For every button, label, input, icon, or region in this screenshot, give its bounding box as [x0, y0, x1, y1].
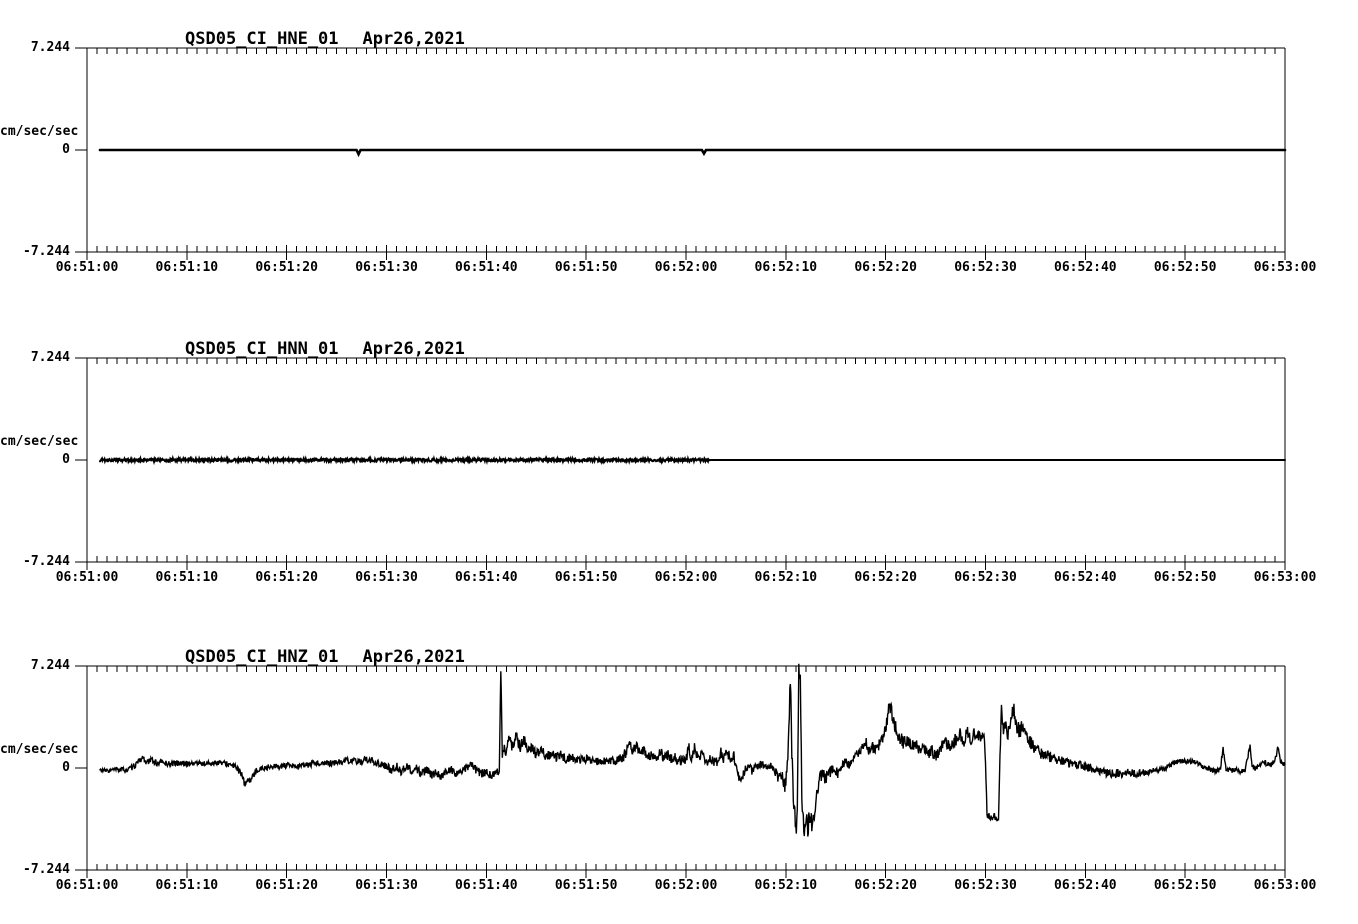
x-tick-label: 06:51:40	[455, 570, 518, 585]
x-tick-label: 06:52:30	[954, 878, 1017, 893]
y-min-label: -7.244	[23, 244, 70, 259]
y-zero-label: 0	[62, 142, 70, 157]
x-tick-label: 06:53:00	[1253, 570, 1317, 585]
channel-id-label: QSD05_CI_HNN_01	[185, 339, 339, 359]
waveform-trace-hnz	[100, 664, 1285, 837]
y-max-label: 7.244	[30, 658, 70, 673]
x-tick-label: 06:52:30	[954, 570, 1017, 585]
y-max-label: 7.244	[30, 40, 70, 55]
x-tick-label: 06:51:50	[554, 260, 618, 275]
x-tick-label: 06:52:50	[1153, 878, 1217, 893]
plot-area-hne	[0, 38, 1358, 264]
x-tick-label: 06:51:20	[255, 260, 318, 275]
x-tick-label: 06:51:20	[255, 570, 318, 585]
y-zero-label: 0	[62, 452, 70, 467]
x-tick-label: 06:52:20	[854, 878, 917, 893]
x-tick-label: 06:51:00	[55, 570, 119, 585]
x-tick-label: 06:52:50	[1153, 260, 1217, 275]
x-tick-label: 06:52:40	[1054, 260, 1117, 275]
x-tick-label: 06:52:40	[1054, 570, 1117, 585]
x-tick-label: 06:52:20	[854, 570, 917, 585]
panel-hnz	[0, 647, 1358, 893]
date-label: Apr26,2021	[362, 339, 465, 359]
x-tick-label: 06:52:40	[1054, 878, 1117, 893]
x-tick-label: 06:52:50	[1153, 570, 1217, 585]
waveform-trace-hnn	[100, 459, 1285, 462]
x-tick-label: 06:51:00	[55, 260, 119, 275]
x-tick-label: 06:52:30	[954, 260, 1017, 275]
date-label: Apr26,2021	[362, 647, 465, 667]
y-unit-label: cm/sec/sec	[0, 124, 79, 139]
y-min-label: -7.244	[23, 862, 70, 877]
x-tick-label: 06:51:30	[355, 260, 418, 275]
x-tick-label: 06:53:00	[1253, 878, 1317, 893]
x-tick-label: 06:52:10	[754, 570, 818, 585]
x-tick-label: 06:52:10	[754, 260, 818, 275]
x-tick-label: 06:53:00	[1253, 260, 1317, 275]
date-label: Apr26,2021	[362, 29, 465, 49]
x-tick-label: 06:51:30	[355, 570, 418, 585]
channel-id-label: QSD05_CI_HNZ_01	[185, 647, 339, 667]
x-tick-label: 06:52:00	[654, 260, 718, 275]
x-tick-label: 06:52:10	[754, 878, 818, 893]
x-tick-label: 06:52:00	[654, 570, 718, 585]
x-tick-label: 06:52:00	[654, 878, 718, 893]
x-tick-label: 06:51:40	[455, 260, 518, 275]
y-unit-label: cm/sec/sec	[0, 742, 79, 757]
x-tick-label: 06:51:10	[155, 878, 219, 893]
panel-hne	[0, 29, 1358, 275]
y-unit-label: cm/sec/sec	[0, 434, 79, 449]
x-tick-label: 06:51:10	[155, 570, 219, 585]
x-tick-label: 06:51:20	[255, 878, 318, 893]
x-tick-label: 06:51:50	[554, 878, 618, 893]
x-tick-label: 06:51:50	[554, 570, 618, 585]
x-tick-label: 06:52:20	[854, 260, 917, 275]
waveform-trace-hne	[100, 150, 1285, 154]
y-zero-label: 0	[62, 760, 70, 775]
x-tick-label: 06:51:40	[455, 878, 518, 893]
panel-hnn	[0, 339, 1358, 585]
x-tick-label: 06:51:10	[155, 260, 219, 275]
channel-id-label: QSD05_CI_HNE_01	[185, 29, 339, 49]
y-min-label: -7.244	[23, 554, 70, 569]
plot-area-hnn	[0, 348, 1358, 574]
y-max-label: 7.244	[30, 350, 70, 365]
x-tick-label: 06:51:00	[55, 878, 119, 893]
x-tick-label: 06:51:30	[355, 878, 418, 893]
plot-area-hnz	[0, 656, 1358, 882]
